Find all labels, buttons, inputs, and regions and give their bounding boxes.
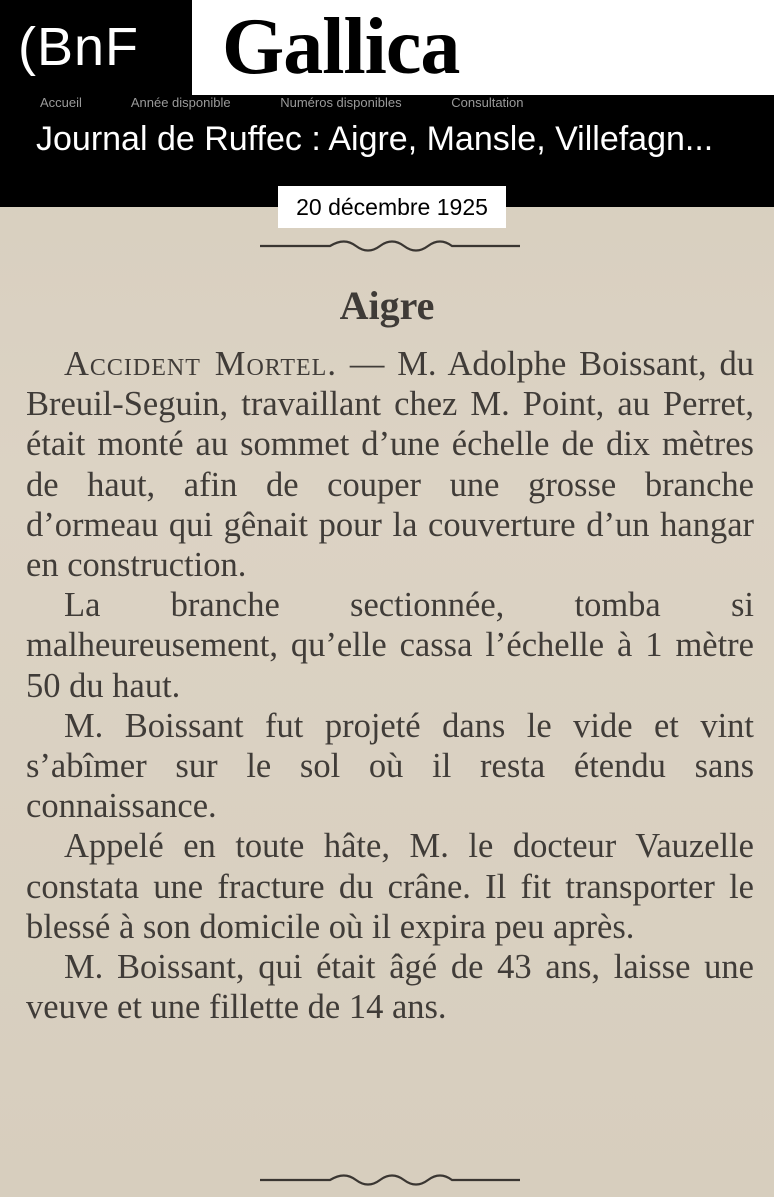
document-title: Journal de Ruffec : Aigre, Mansle, Villefagn... bbox=[36, 120, 714, 158]
paragraph-2: La branche sectionnée, tomba si malheureusement, qu’elle cassa l’échelle à 1 mètre 50 du haut. bbox=[26, 586, 754, 705]
header-bar bbox=[0, 0, 774, 207]
nav-item-issues[interactable]: Numéros disponibles bbox=[280, 96, 402, 110]
ornament-divider-bottom bbox=[260, 1170, 520, 1190]
bnf-logo[interactable]: (BnF bbox=[0, 0, 190, 95]
paragraph-1 bbox=[26, 344, 754, 585]
issue-date: 20 décembre 1925 bbox=[278, 186, 506, 228]
article-heading: Aigre bbox=[339, 283, 435, 328]
ornament-divider-top bbox=[260, 236, 520, 256]
paragraph-1-text: — M. Adolphe Boissant, du Breuil-Seguin, travaillant chez M. Point, au Perret, était monté au sommet d’une échelle de dix mètres de haut, afin de couper une grosse branche d’ormeau qui gênait pour la couverture d’un hangar en construction. bbox=[26, 345, 754, 585]
paragraph-4: Appelé en toute hâte, M. le docteur Vauzelle constata une fracture du crâne. Il fit transporter le blessé à son domicile où il expira peu après. bbox=[26, 827, 754, 946]
nav-item-year[interactable]: Année disponible bbox=[130, 96, 231, 110]
paragraph-3: M. Boissant fut projeté dans le vide et vint s’abîmer sur le sol où il resta étendu sans connaissance. bbox=[26, 706, 754, 826]
lead-title: Accident Mortel. bbox=[64, 345, 337, 383]
article-body bbox=[26, 344, 754, 1027]
nav-item-view[interactable]: Consultation bbox=[451, 96, 524, 110]
paragraph-5: M. Boissant, qui était âgé de 43 ans, laisse une veuve et une fillette de 14 ans. bbox=[26, 948, 754, 1027]
gallica-logo[interactable]: Gallica bbox=[192, 0, 774, 95]
nav-bar bbox=[40, 96, 760, 110]
nav-item-home[interactable]: Accueil bbox=[40, 96, 82, 110]
